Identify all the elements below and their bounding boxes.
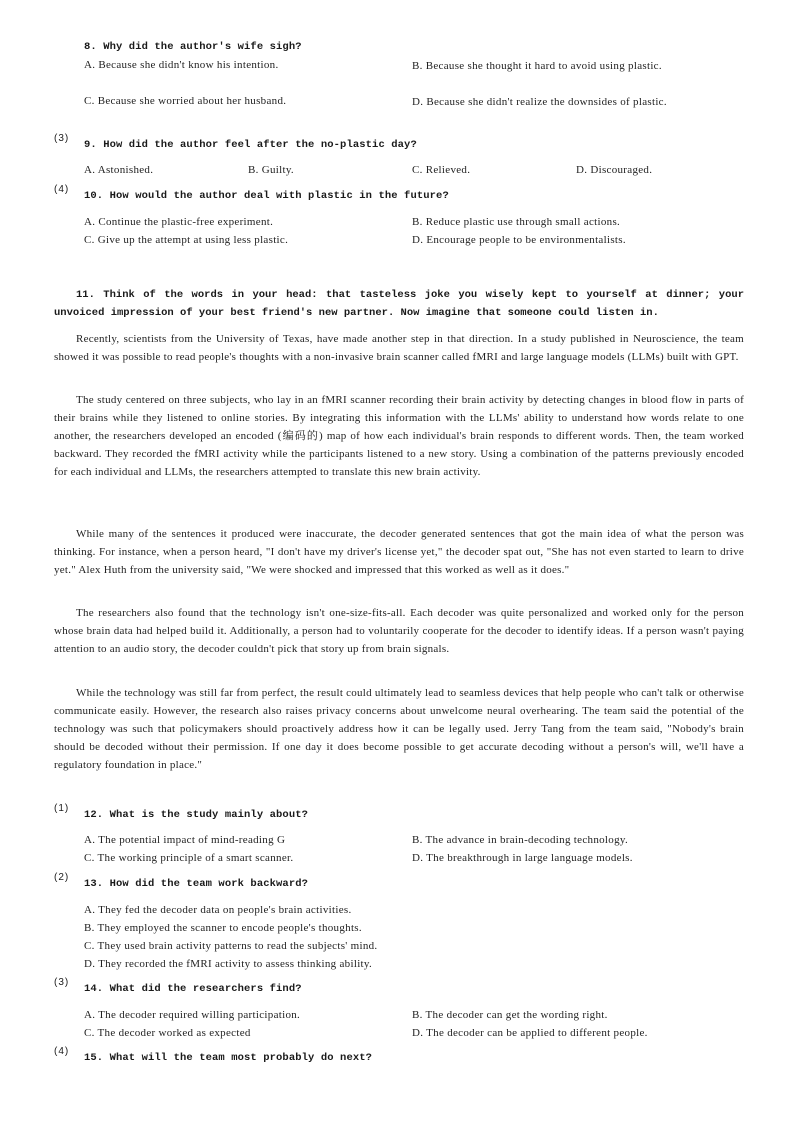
q10-number: (4) [54, 184, 70, 195]
question-10-stem: 10. How would the author deal with plastic in the future? [84, 190, 449, 202]
q14-option-b: B. The decoder can get the wording right. [412, 1009, 608, 1021]
q13-option-a: A. They fed the decoder data on people's brain activities. [84, 904, 352, 916]
q13-number: (2) [54, 872, 70, 883]
q13-option-d: D. They recorded the fMRI activity to assess thinking ability. [84, 958, 373, 970]
q14-option-a: A. The decoder required willing participation. [84, 1009, 301, 1021]
passage-paragraph-3: While many of the sentences it produced were inaccurate, the decoder generated sentences that got the main idea of what the person was thinking. For instance, when a person heard, "I don't have my driver's license yet," the decoder spat out, "She has not even started to learn to drive yet." Alex Huth from the university said, "We were shocked and impressed that this worked as well as it does." [54, 528, 744, 576]
q12-option-a: A. The potential impact of mind-reading G [84, 834, 286, 846]
q10-option-a: A. Continue the plastic-free experiment. [84, 216, 274, 228]
q14-option-d: D. The decoder can be applied to different people. [412, 1027, 648, 1039]
q10-option-d: D. Encourage people to be environmentalists. [412, 234, 626, 246]
q10-option-c: C. Give up the attempt at using less plastic. [84, 234, 289, 246]
passage-paragraph-5: While the technology was still far from perfect, the result could ultimately lead to seamless devices that help people who can't talk or otherwise communicate easily. However, the research also raises privacy concerns about unwelcome neural overhearing. The team said the potential of the technology was such that policymakers should proactively address how it can be legally used. Jerry Tang from the team said, "Nobody's brain should be decoded without their permission. If one day it does become possible to get accurate decoding without a person's will, we'll have a regulatory foundation in place." [54, 687, 744, 771]
passage-intro [54, 286, 744, 322]
q9-option-b: B. Guilty. [248, 164, 294, 176]
q12-option-c: C. The working principle of a smart scanner. [84, 852, 294, 864]
q14-number: (3) [54, 977, 70, 988]
question-13-stem: 13. How did the team work backward? [84, 878, 309, 890]
q15-number: (4) [54, 1046, 70, 1057]
q9-option-c: C. Relieved. [412, 164, 471, 176]
q12-option-d: D. The breakthrough in large language models. [412, 852, 633, 864]
q8-option-c: C. Because she worried about her husband. [84, 95, 287, 107]
q12-number: (1) [54, 803, 70, 814]
question-14-stem: 14. What did the researchers find? [84, 983, 302, 995]
q8-option-a: A. Because she didn't know his intention. [84, 59, 279, 71]
question-15-stem: 15. What will the team most probably do next? [84, 1052, 373, 1064]
q9-number: (3) [54, 133, 70, 144]
passage-paragraph-2: The study centered on three subjects, who lay in an fMRI scanner recording their brain activity by detecting changes in blood flow in parts of their brains while they listened to online stories. By integrating this information with the LLMs' ability to understand how words relate to one another, the researchers developed an encoded (编码的) map of how each individual's brain responds to different words. Then, the team worked backward. They recorded the fMRI activity while the participants listened to a new story. Using a combination of the patterns previously encoded for each individual and LLMs, the researchers attempted to translate this new brain activity. [54, 394, 744, 478]
q9-option-a: A. Astonished. [84, 164, 154, 176]
question-12-stem: 12. What is the study mainly about? [84, 809, 309, 821]
q8-option-b: B. Because she thought it hard to avoid using plastic. [412, 60, 662, 72]
q12-option-b: B. The advance in brain-decoding technology. [412, 834, 629, 846]
q10-option-b: B. Reduce plastic use through small actions. [412, 216, 621, 228]
q9-option-d: D. Discouraged. [576, 164, 653, 176]
passage-paragraph-1: Recently, scientists from the University of Texas, have made another step in that direction. In a study published in Neuroscience, the team showed it was possible to read people's thoughts with a non-invasive brain scanner called fMRI and large language models (LLMs) built with GPT. [54, 333, 744, 363]
q13-option-c: C. They used brain activity patterns to read the subjects' mind. [84, 940, 378, 952]
q14-option-c: C. The decoder worked as expected [84, 1027, 251, 1039]
passage-intro-text: 11. Think of the words in your head: that tasteless joke you wisely kept to yourself at dinner; your unvoiced impression of your best friend's new partner. Now imagine that someone could listen in. [54, 289, 744, 319]
q13-option-b: B. They employed the scanner to encode people's thoughts. [84, 922, 362, 934]
q8-option-d: D. Because she didn't realize the downsides of plastic. [412, 96, 667, 108]
question-8-stem: 8. Why did the author's wife sigh? [84, 41, 302, 53]
question-9-stem: 9. How did the author feel after the no-plastic day? [84, 139, 417, 151]
passage-paragraph-4: The researchers also found that the technology isn't one-size-fits-all. Each decoder was quite personalized and worked only for the person whose brain data had helped build it. Additionally, a person had to voluntarily cooperate for the decoder to identify ideas. If a person wasn't paying attention to an audio story, the decoder couldn't pick that story up from brain signals. [54, 607, 744, 655]
